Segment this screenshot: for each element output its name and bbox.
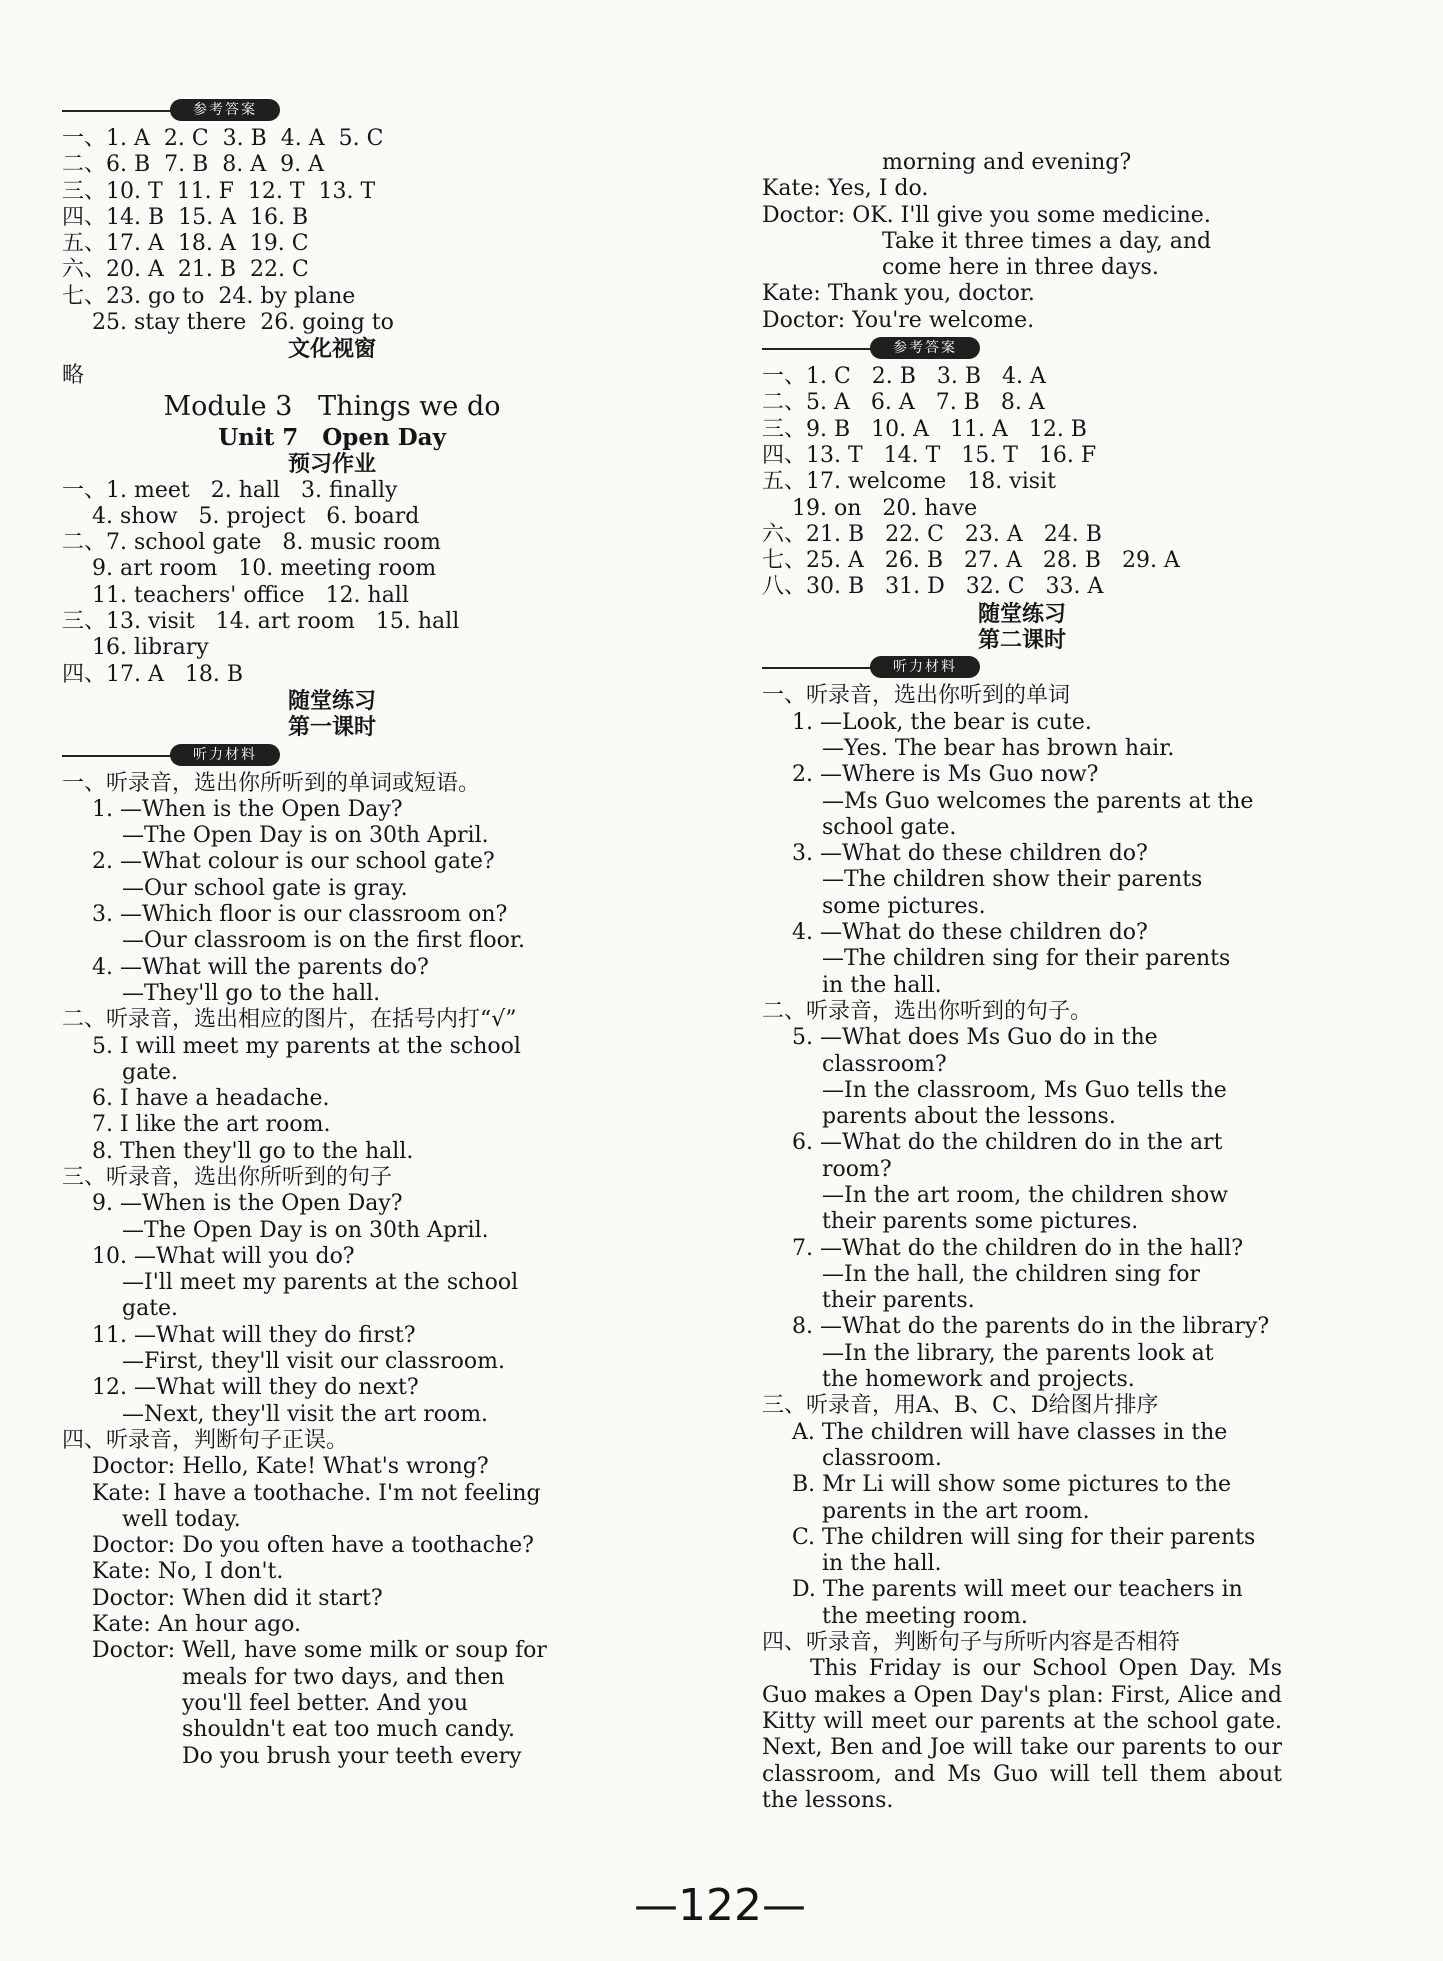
script-line: —The children show their parents	[822, 867, 1203, 893]
section-header	[762, 334, 1282, 364]
script-line: 10. —What will you do?	[92, 1243, 355, 1269]
page-number: —122—	[634, 1880, 806, 1931]
listening-badge: 听力材料	[170, 744, 280, 766]
script-line: some pictures.	[822, 893, 986, 919]
answer-line: 二、6. B 7. B 8. A 9. A	[62, 152, 325, 178]
answer-line: 四、13. T 14. T 15. T 16. F	[762, 442, 1097, 468]
script-line: D. The parents will meet our teachers in	[792, 1577, 1243, 1603]
dialogue-line: Kate: I have a toothache. I'm not feeling	[92, 1480, 541, 1506]
script-line: 4. —What do these children do?	[792, 920, 1148, 946]
script-line: in the hall.	[822, 1551, 942, 1577]
answer-line: 三、13. visit 14. art room 15. hall	[62, 609, 460, 635]
script-line: 6. I have a headache.	[92, 1086, 330, 1112]
answer-line: 25. stay there 26. going to	[92, 310, 394, 336]
script-line: 6. —What do the children do in the art	[792, 1130, 1223, 1156]
script-line: 7. —What do the children do in the hall?	[792, 1235, 1244, 1261]
answer-line: 9. art room 10. meeting room	[92, 556, 437, 582]
answer-line: 七、25. A 26. B 27. A 28. B 29. A	[762, 548, 1180, 574]
script-line: 12. —What will they do next?	[92, 1375, 419, 1401]
left-column	[62, 96, 602, 1770]
script-line: 3. —What do these children do?	[792, 841, 1148, 867]
dialogue-line: Do you brush your teeth every	[182, 1743, 522, 1769]
script-line: B. Mr Li will show some pictures to the	[792, 1472, 1232, 1498]
answer-line: 四、14. B 15. A 16. B	[62, 204, 309, 230]
script-line: —In the classroom, Ms Guo tells the	[822, 1077, 1227, 1103]
answer-line: 二、5. A 6. A 7. B 8. A	[762, 390, 1045, 416]
divider	[62, 755, 172, 757]
answer-line: 略	[62, 362, 85, 388]
module-title: Module 3 Things we do	[163, 390, 501, 422]
divider	[762, 667, 872, 669]
question-heading: 一、听录音，选出你所听到的单词或短语。	[62, 770, 481, 796]
section-title: 第二课时	[977, 627, 1066, 654]
dialogue-line: Doctor: You're welcome.	[762, 307, 1035, 333]
dialogue-line: shouldn't eat too much candy.	[182, 1717, 516, 1743]
script-line: 1. —Look, the bear is cute.	[792, 709, 1092, 735]
script-line: C. The children will sing for their parents	[792, 1524, 1256, 1550]
script-line: gate.	[122, 1296, 179, 1322]
script-line: —In the art room, the children show	[822, 1182, 1229, 1208]
script-line: the homework and projects.	[822, 1367, 1135, 1393]
dialogue-line: you'll feel better. And you	[182, 1690, 469, 1716]
dialogue-line: Kate: Yes, I do.	[762, 176, 929, 202]
script-line: —They'll go to the hall.	[122, 980, 381, 1006]
section-title: 第一课时	[287, 714, 376, 741]
script-line: their parents.	[822, 1288, 975, 1314]
script-line: parents about the lessons.	[822, 1104, 1116, 1130]
question-heading: 三、听录音，选出你所听到的句子	[62, 1164, 393, 1190]
section-header	[762, 653, 1282, 683]
script-line: school gate.	[822, 814, 957, 840]
script-line: 2. —Where is Ms Guo now?	[792, 762, 1099, 788]
script-line: 5. —What does Ms Guo do in the	[792, 1025, 1158, 1051]
dialogue-line: Doctor: Hello, Kate! What's wrong?	[92, 1454, 489, 1480]
script-line: —I'll meet my parents at the school	[122, 1270, 519, 1296]
answer-line: 五、17. welcome 18. visit	[762, 469, 1056, 495]
dialogue-line: well today.	[122, 1506, 241, 1532]
answer-line: 4. show 5. project 6. board	[92, 503, 420, 529]
question-heading: 一、听录音，选出你听到的单词	[762, 683, 1071, 709]
script-line: —The Open Day is on 30th April.	[122, 823, 489, 849]
divider	[762, 348, 872, 350]
script-line: in the hall.	[822, 972, 942, 998]
divider	[62, 110, 172, 112]
answer-line: 八、30. B 31. D 32. C 33. A	[762, 574, 1104, 600]
question-heading: 四、听录音，判断句子与所听内容是否相符	[762, 1630, 1181, 1656]
script-line: 4. —What will the parents do?	[92, 954, 429, 980]
answer-line: 一、1. A 2. C 3. B 4. A 5. C	[62, 126, 384, 151]
script-line: 8. Then they'll go to the hall.	[92, 1138, 414, 1164]
answer-line: 11. teachers' office 12. hall	[92, 582, 409, 608]
right-column	[762, 150, 1282, 1814]
answer-badge: 参考答案	[170, 99, 280, 121]
script-line: room?	[822, 1156, 892, 1182]
script-line: 3. —Which floor is our classroom on?	[92, 902, 508, 928]
script-line: —The Open Day is on 30th April.	[122, 1217, 489, 1243]
answer-badge: 参考答案	[870, 337, 980, 359]
script-line: 11. —What will they do first?	[92, 1322, 416, 1348]
script-line: gate.	[122, 1059, 179, 1085]
dialogue-line: Take it three times a day, and	[882, 228, 1212, 254]
answer-line: 一、1. C 2. B 3. B 4. A	[762, 364, 1046, 390]
script-line: 8. —What do the parents do in the library?	[792, 1314, 1270, 1340]
section-title: 预习作业	[287, 451, 376, 478]
dialogue-line: Kate: An hour ago.	[92, 1612, 302, 1638]
unit-title: Unit 7 Open Day	[218, 423, 446, 451]
answer-line: 19. on 20. have	[792, 495, 978, 521]
script-line: their parents some pictures.	[822, 1209, 1139, 1235]
question-heading: 四、听录音，判断句子正误。	[62, 1427, 349, 1453]
answer-line: 七、23. go to 24. by plane	[62, 283, 356, 309]
answer-line: 六、20. A 21. B 22. C	[62, 257, 309, 283]
script-line: 5. I will meet my parents at the school	[92, 1033, 521, 1059]
dialogue-line: Doctor: OK. I'll give you some medicine.	[762, 202, 1211, 228]
answer-line: 五、17. A 18. A 19. C	[62, 231, 309, 257]
dialogue-line: meals for two days, and then	[182, 1664, 505, 1690]
script-line: 9. —When is the Open Day?	[92, 1191, 403, 1217]
dialogue-line: Kate: Thank you, doctor.	[762, 281, 1035, 307]
answer-line: 16. library	[92, 635, 209, 661]
script-line: classroom?	[822, 1051, 947, 1077]
dialogue-line: Kate: No, I don't.	[92, 1559, 284, 1585]
script-line: A. The children will have classes in the	[792, 1419, 1228, 1445]
section-header	[62, 96, 602, 126]
script-line: classroom.	[822, 1445, 942, 1471]
script-line: —Our classroom is on the first floor.	[122, 928, 525, 954]
section-title: 随堂练习	[287, 687, 376, 714]
answer-line: 六、21. B 22. C 23. A 24. B	[762, 521, 1102, 547]
dialogue-line: come here in three days.	[882, 255, 1159, 281]
script-line: 2. —What colour is our school gate?	[92, 849, 495, 875]
section-title: 随堂练习	[977, 600, 1066, 627]
dialogue-line: Doctor: Well, have some milk or soup for	[92, 1638, 547, 1664]
script-line: parents in the art room.	[822, 1498, 1090, 1524]
answer-line: 三、9. B 10. A 11. A 12. B	[762, 416, 1087, 442]
script-line: the meeting room.	[822, 1603, 1028, 1629]
answer-line: 二、7. school gate 8. music room	[62, 530, 441, 556]
dialogue-line: morning and evening?	[882, 150, 1132, 175]
script-line: —Our school gate is gray.	[122, 875, 408, 901]
script-line: —The children sing for their parents	[822, 946, 1231, 972]
script-line: —In the hall, the children sing for	[822, 1261, 1201, 1287]
question-heading: 二、听录音，选出相应的图片，在括号内打“√”	[62, 1007, 517, 1033]
listening-badge: 听力材料	[870, 656, 980, 678]
script-line: —Next, they'll visit the art room.	[122, 1401, 489, 1427]
script-line: —Ms Guo welcomes the parents at the	[822, 788, 1254, 814]
script-line: 7. I like the art room.	[92, 1112, 331, 1138]
section-header	[62, 741, 602, 771]
script-line: 1. —When is the Open Day?	[92, 796, 403, 822]
script-line: —In the library, the parents look at	[822, 1340, 1214, 1366]
section-title: 文化视窗	[287, 336, 376, 363]
answer-line: 一、1. meet 2. hall 3. finally	[62, 477, 398, 503]
question-heading: 三、听录音，用A、B、C、D给图片排序	[762, 1393, 1159, 1419]
answer-line: 三、10. T 11. F 12. T 13. T	[62, 178, 376, 204]
script-line: —First, they'll visit our classroom.	[122, 1349, 505, 1375]
script-line: —Yes. The bear has brown hair.	[822, 735, 1175, 761]
dialogue-line: Doctor: When did it start?	[92, 1585, 383, 1611]
question-heading: 二、听录音，选出你听到的句子。	[762, 998, 1093, 1024]
dialogue-line: Doctor: Do you often have a toothache?	[92, 1533, 534, 1559]
answer-line: 四、17. A 18. B	[62, 661, 243, 687]
passage-paragraph: This Friday is our School Open Day. Ms Guo makes a Open Day's plan: First, Alice and Kitty will meet our parents at the school gate. Next, Ben and Joe will take our parents to our classroom, and Ms Guo will tell them about the lessons.	[762, 1656, 1282, 1813]
